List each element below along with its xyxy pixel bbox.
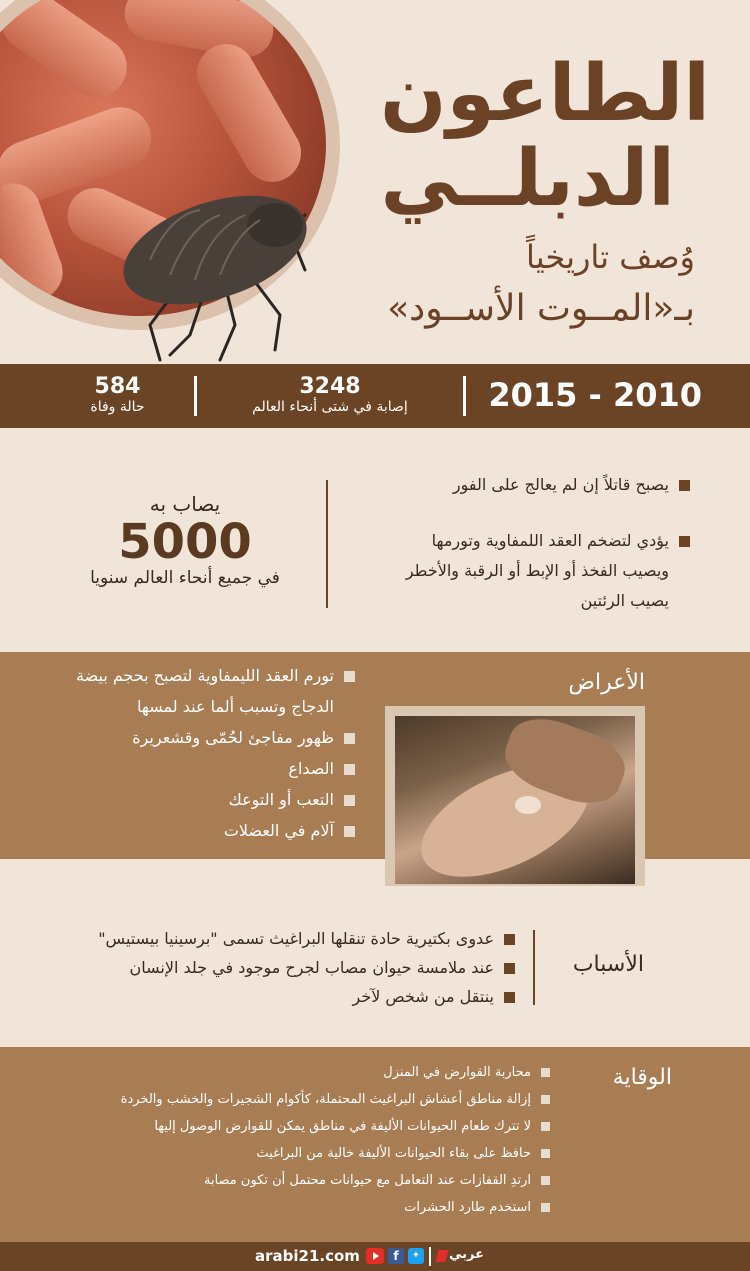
annual-label-bottom: في جميع أنحاء العالم سنويا bbox=[90, 568, 280, 588]
symptoms-list bbox=[10, 660, 355, 846]
deaths-value: 584 bbox=[94, 374, 141, 399]
list-item: إزالة مناطق أعشاش البراغيث المحتملة، كأكوام الشجيرات والخشب والخردة bbox=[10, 1086, 550, 1113]
brand-name: عربي bbox=[449, 1247, 485, 1262]
list-item-continued: يصيب الرئتين bbox=[580, 591, 669, 610]
overview-points bbox=[370, 470, 690, 616]
bullet-icon bbox=[541, 1095, 550, 1104]
facebook-icon[interactable]: f bbox=[388, 1248, 404, 1264]
swollen-leg-image bbox=[395, 716, 635, 884]
list-item: يصبح قاتلاً إن لم يعالج على الفور bbox=[370, 470, 690, 500]
list-item: يؤدي لتضخم العقد اللمفاوية وتورمها bbox=[370, 526, 690, 556]
footer bbox=[0, 1242, 750, 1271]
subtitle-line-2: بـ«المــوت الأســود» bbox=[387, 288, 695, 329]
title-line-1: الطاعون bbox=[379, 49, 710, 139]
bullet-icon bbox=[344, 733, 355, 744]
list-item: ظهور مفاجئ لحُمّى وقشعريرة bbox=[10, 722, 355, 753]
prevention-list bbox=[10, 1059, 550, 1221]
list-item: التعب أو التوعك bbox=[10, 784, 355, 815]
bullet-icon bbox=[344, 826, 355, 837]
bullet-icon bbox=[679, 536, 690, 547]
infections-label: إصابة في شتى أنحاء العالم bbox=[252, 399, 408, 415]
causes-list bbox=[35, 924, 515, 1011]
twitter-icon[interactable]: ✦ bbox=[408, 1248, 424, 1264]
list-item: ينتقل من شخص لآخر bbox=[35, 982, 515, 1011]
brand-logo-icon bbox=[435, 1250, 448, 1262]
divider bbox=[463, 376, 466, 416]
bullet-icon bbox=[504, 963, 515, 974]
deaths-stat bbox=[70, 374, 165, 415]
divider bbox=[326, 480, 328, 608]
deaths-label: حالة وفاة bbox=[90, 399, 145, 415]
bullet-icon bbox=[541, 1068, 550, 1077]
bullet-icon bbox=[504, 992, 515, 1003]
bullet-icon bbox=[541, 1122, 550, 1131]
bullet-icon bbox=[541, 1203, 550, 1212]
prevention-heading: الوقاية bbox=[612, 1065, 672, 1090]
youtube-icon[interactable] bbox=[366, 1248, 384, 1264]
subtitle-line-1: وُصف تاريخياً bbox=[526, 238, 695, 276]
annual-cases bbox=[60, 492, 310, 588]
site-link[interactable]: arabi21.com bbox=[255, 1247, 360, 1265]
list-item: محاربة القوارض في المنزل bbox=[10, 1059, 550, 1086]
bullet-icon bbox=[541, 1149, 550, 1158]
list-item: لا تترك طعام الحيوانات الأليفة في مناطق يمكن للقوارض الوصول إليها bbox=[10, 1113, 550, 1140]
symptom-photo bbox=[385, 706, 645, 886]
bullet-icon bbox=[679, 480, 690, 491]
list-item: الصداع bbox=[10, 753, 355, 784]
header bbox=[0, 0, 750, 362]
divider bbox=[194, 376, 197, 416]
bullet-icon bbox=[344, 671, 355, 682]
causes-heading: الأسباب bbox=[572, 952, 644, 977]
annual-label-top: يصاب به bbox=[149, 492, 221, 516]
bullet-icon bbox=[344, 764, 355, 775]
list-item: آلام في العضلات bbox=[10, 815, 355, 846]
divider bbox=[429, 1247, 431, 1266]
title-line-2: الدبلــي bbox=[380, 134, 675, 224]
list-item: حافظ على بقاء الحيوانات الأليفة خالية من البراغيث bbox=[10, 1140, 550, 1167]
years-range: 2015 - 2010 bbox=[488, 376, 702, 414]
infections-value: 3248 bbox=[299, 374, 361, 399]
infections-stat bbox=[225, 374, 435, 415]
list-item: ارتدِ القفازات عند التعامل مع حيوانات محتمل أن تكون مصابة bbox=[10, 1167, 550, 1194]
divider bbox=[533, 930, 535, 1005]
list-item: عند ملامسة حيوان مصاب لجرح موجود في جلد الإنسان bbox=[35, 953, 515, 982]
flea-icon bbox=[110, 175, 310, 362]
symptoms-heading: الأعراض bbox=[568, 670, 645, 695]
annual-value: 5000 bbox=[118, 514, 252, 570]
list-item: استخدم طارد الحشرات bbox=[10, 1194, 550, 1221]
list-item-continued: ويصيب الفخذ أو الإبط أو الرقبة والأخطر bbox=[405, 561, 669, 580]
bullet-icon bbox=[541, 1176, 550, 1185]
prevention-section bbox=[0, 1047, 750, 1242]
list-item: تورم العقد الليمفاوية لتصبح بحجم بيضة bbox=[10, 660, 355, 691]
bullet-icon bbox=[344, 795, 355, 806]
list-item-continued: الدجاج وتسبب ألما عند لمسها bbox=[136, 697, 334, 716]
bullet-icon bbox=[504, 934, 515, 945]
list-item: عدوى بكتيرية حادة تنقلها البراغيث تسمى "برسينيا بيستيس" bbox=[35, 924, 515, 953]
stats-band bbox=[0, 364, 750, 428]
